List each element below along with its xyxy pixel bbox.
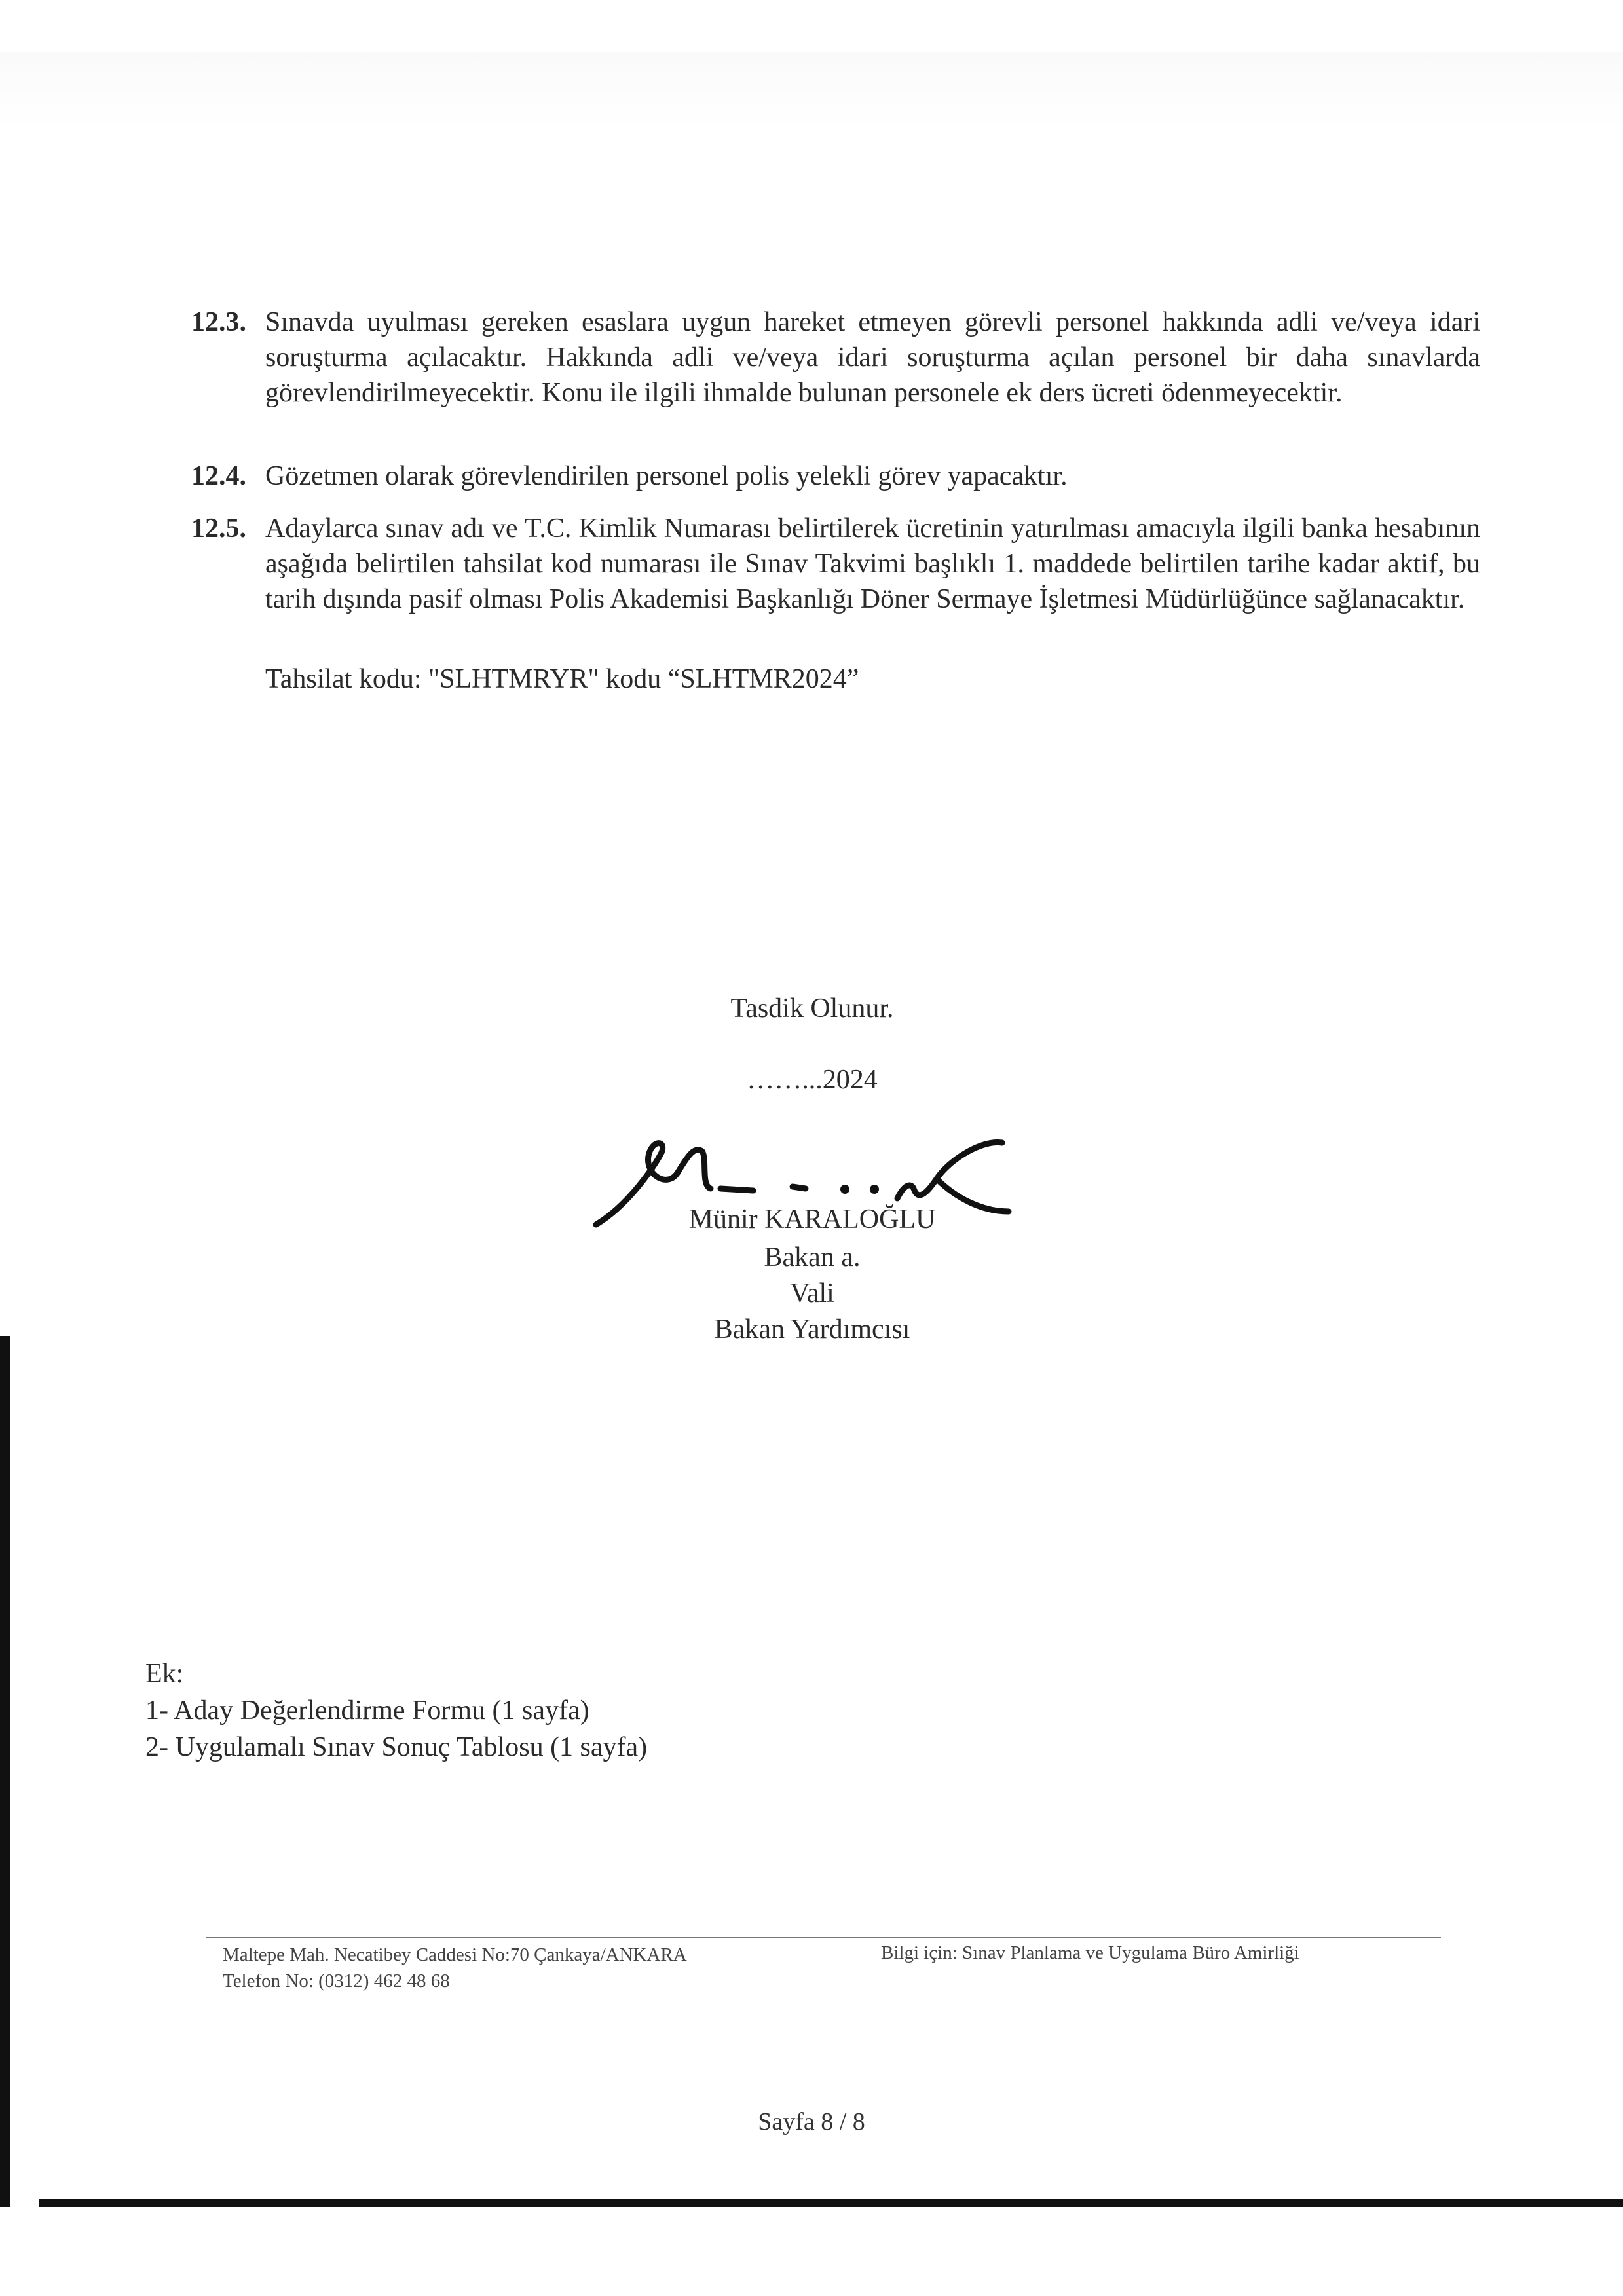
footer-divider	[206, 1937, 1441, 1938]
clause-number: 12.5.	[191, 513, 246, 544]
footer-info: Bilgi için: Sınav Planlama ve Uygulama Büro Amirliği	[881, 1942, 1299, 1963]
signatory-title-1: Bakan a.	[764, 1242, 861, 1272]
annex-item: 1- Aday Değerlendirme Formu (1 sayfa)	[145, 1695, 589, 1726]
clause-12-3	[191, 305, 1480, 411]
scan-edge-bottom	[39, 2199, 1623, 2207]
clause-text: Adaylarca sınav adı ve T.C. Kimlik Numarası belirtilerek ücretinin yatırılması amacıyla ilgili banka hesabının aşağıda belirtilen tahsilat kod numarası ile Sınav Takvimi başlıklı 1. maddede belirtilen tarihe kadar aktif, bu tarih dışında pasif olması Polis Akademisi Başkanlığı Döner Sermaye İşletmesi Müdürlüğünce sağlanacaktır.	[265, 513, 1480, 614]
signatory-title-2: Vali	[790, 1278, 834, 1308]
collection-code-line: Tahsilat kodu: "SLHTMRYR" kodu “SLHTMR2024”	[265, 664, 859, 694]
clause-number: 12.3.	[191, 307, 246, 337]
annex-heading: Ek:	[145, 1659, 184, 1689]
approval-text: Tasdik Olunur.	[730, 993, 894, 1024]
annex-item: 2- Uygulamalı Sınav Sonuç Tablosu (1 sayfa)	[145, 1732, 648, 1762]
approval-date: ……...2024	[747, 1065, 878, 1095]
clause-12-4	[191, 458, 1480, 494]
footer-address: Maltepe Mah. Necatibey Caddesi No:70 Çankaya/ANKARA	[223, 1944, 687, 1965]
clause-number: 12.4.	[191, 461, 246, 491]
signatory-name: Münir KARALOĞLU	[688, 1204, 936, 1234]
scan-shade	[0, 52, 1623, 131]
footer-phone: Telefon No: (0312) 462 48 68	[223, 1971, 450, 1991]
clause-text: Sınavda uyulması gereken esaslara uygun hareket etmeyen görevli personel hakkında adli ve/veya idari soruşturma açılacaktır. Hakkında adli ve/veya idari soruşturma açılan personel bir daha sınavlarda görevlendirilmeyecektir. Konu ile ilgili ihmalde bulunan personele ek ders ücreti ödenmeyecektir.	[265, 307, 1480, 408]
scan-edge-left	[0, 1336, 10, 2207]
signatory-title-3: Bakan Yardımcısı	[714, 1314, 910, 1344]
clause-12-5	[191, 511, 1480, 617]
clause-text: Gözetmen olarak görevlendirilen personel polis yelekli görev yapacaktır.	[265, 461, 1068, 491]
page-number: Sayfa 8 / 8	[758, 2108, 865, 2136]
annex-list	[145, 1656, 647, 1766]
footer-contact	[223, 1942, 687, 1994]
